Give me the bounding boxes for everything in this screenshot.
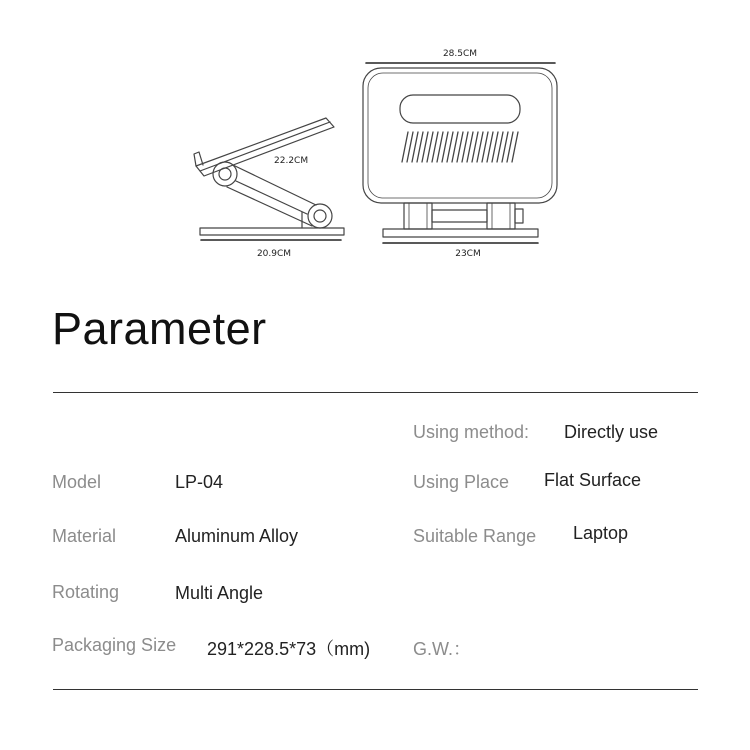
product-dimension-diagram [0, 0, 750, 280]
using-method-value: Directly use [564, 422, 659, 442]
material-label: Material [52, 526, 117, 546]
using-place-value: Flat Surface [544, 470, 642, 490]
packaging-size-value: 291*228.5*73（mm) [207, 639, 371, 659]
using-method-label: Using method: [413, 422, 530, 442]
packaging-size-label: Packaging Size [52, 635, 177, 655]
rotating-value: Multi Angle [175, 583, 264, 603]
model-label: Model [52, 472, 102, 492]
suitable-range-label: Suitable Range [413, 526, 537, 546]
dimension-front-base: 23CM [455, 249, 481, 259]
model-value: LP-04 [175, 472, 224, 492]
bottom-divider [53, 689, 698, 690]
gross-weight-label: G.W.： [413, 639, 471, 659]
top-divider [53, 392, 698, 393]
dimension-height: 22.2CM [274, 156, 309, 166]
material-value: Aluminum Alloy [175, 526, 299, 546]
dimension-top-width: 28.5CM [442, 49, 478, 59]
front-view-drawing [363, 68, 557, 237]
suitable-range-value: Laptop [573, 523, 629, 543]
section-title: Parameter [52, 303, 267, 354]
side-view-drawing [194, 118, 344, 235]
using-place-label: Using Place [413, 472, 510, 492]
dimension-side-base: 20.9CM [256, 249, 292, 259]
rotating-label: Rotating [52, 582, 120, 602]
